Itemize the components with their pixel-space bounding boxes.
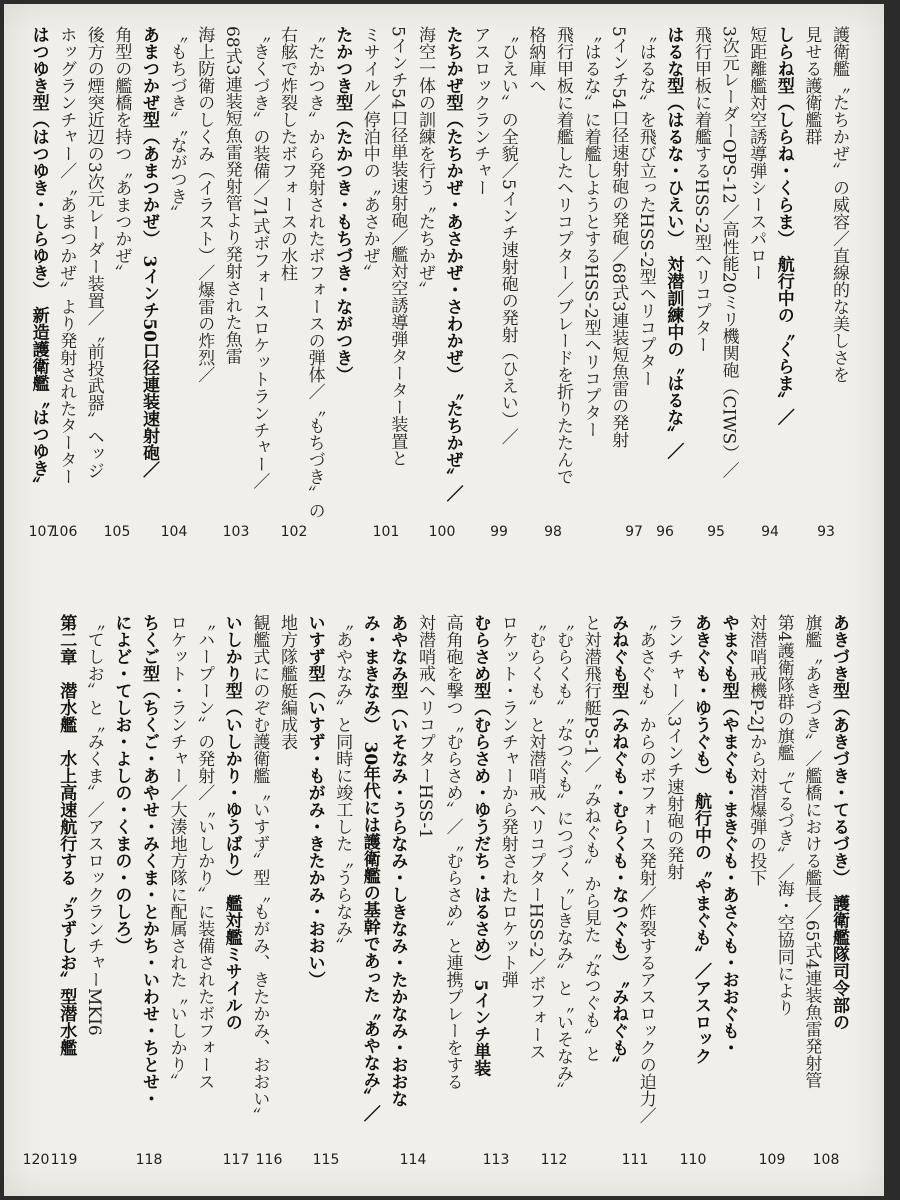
contents-entry: あまつかぜ型（あまつかぜ） 3インチ50口径連装速射砲／ [139, 26, 159, 478]
contents-entry: ロケット・ランチャー／大湊地方隊に配属された〝いしかり〟 [166, 614, 187, 1090]
contents-entry: 右舷で炸裂したボフォースの水柱 [277, 26, 297, 281]
page-number: 117 [222, 1152, 250, 1168]
contents-entry: 〝ひえい〟の全貌／5インチ速射砲の発射（ひえい）／ [497, 26, 518, 445]
contents-entry: 3次元レーダーOPS-12／高性能20ミリ機関砲（CIWS）／ [718, 26, 739, 479]
contents-entry: ロケット・ランチャーから発射されたロケット弾 [497, 614, 518, 988]
contents-entry: 海上防衛のしくみ（イラスト）／爆雷の炸烈／ [194, 26, 215, 383]
contents-entry: 対潜哨戒機P-2Jから対潜爆弾の投下 [746, 614, 767, 886]
page-number: 110 [679, 1152, 707, 1168]
contents-entry: ランチャー／3インチ速射砲の発射 [663, 614, 684, 880]
contents-entry: 〝はるな〟を飛び立ったHSS-2型ヘリコプター [635, 26, 656, 388]
page-number: 98 [544, 524, 562, 540]
contents-entry: やまぐも型（やまぐも・まきぐも・あさぐも・おおぐも・ [718, 614, 739, 1056]
contents-entry: 5インチ54口径速射砲の発砲／68式3連装短魚雷の発射 [608, 26, 629, 448]
contents-entry: たかつき型（たかつき・もちづき・ながつき） [332, 26, 353, 383]
contents-entry: 見せる護衛艦群 [801, 26, 822, 145]
contents-entry: 格納庫へ [525, 26, 546, 94]
page-number: 111 [621, 1152, 649, 1168]
page-number: 102 [280, 524, 308, 540]
page-number: 119 [50, 1152, 78, 1168]
contents-entry: ちくご型（ちくご・あやせ・みくま・とかち・いわせ・ちとせ・ [139, 614, 159, 1107]
contents-bottom-half [14, 614, 874, 1174]
page-number: 109 [758, 1152, 786, 1168]
contents-entry: 〝あやなみ〟と同時に竣工した〝うらなみ〟 [332, 614, 353, 954]
page-number: 115 [312, 1152, 340, 1168]
contents-entry: 68式3連装短魚雷発射管より発射された魚雷 [221, 26, 242, 365]
contents-entry: 〝ハープーン〟の発射／〝いしかり〟に装備されたボフォース [194, 614, 215, 1090]
contents-entry: あやなみ型（いそなみ・うらなみ・しきなみ・たかなみ・おおな [387, 614, 408, 1107]
contents-entry: 角型の艦橋を持つ〝あまつかぜ〟 [111, 26, 132, 281]
contents-entry: いすず型（いすず・もがみ・きたかみ・おおい） [304, 614, 325, 988]
contents-entry: 飛行甲板に着艦するHSS-2型ヘリコプター [691, 26, 711, 354]
page-number: 118 [135, 1152, 163, 1168]
page-number: 95 [707, 524, 725, 540]
contents-entry: 旗艦〝あきづき〟／艦橋における艦長／65式4連装魚雷発射管 [801, 614, 822, 1089]
page-number: 99 [490, 524, 508, 540]
contents-entry: 5インチ54口径単装速射砲／艦対空誘導弾ターター装置と [387, 26, 408, 467]
page-number: 114 [399, 1152, 427, 1168]
contents-entry: ミサイル／停泊中の〝あさかぜ〟 [359, 26, 380, 281]
page-number: 105 [103, 524, 131, 540]
page-number: 104 [160, 524, 188, 540]
contents-entry: 高角砲を撃つ〝むらさめ〟／〝むらさめ〟と連携プレーをする [442, 614, 463, 1090]
contents-entry: むらさめ型（むらさめ・ゆうだち・はるさめ） 5インチ単装 [470, 614, 491, 1077]
page-number: 94 [761, 524, 779, 540]
page-number: 97 [625, 524, 643, 540]
contents-entry: 〝きくづき〟の装備／71式ボフォースロケットランチャー／ [249, 26, 270, 490]
contents-top-half [14, 26, 874, 546]
contents-entry: 対潜哨戒ヘリコプターHSS-1 [415, 614, 435, 840]
page-number: 101 [372, 524, 400, 540]
contents-entry: 地方隊艦艇編成表 [277, 614, 297, 750]
contents-entry: 第二章 潜水艦 水上高速航行する〝うずしお〟型潜水艦 [56, 614, 77, 1056]
page-number: 106 [50, 524, 78, 540]
page-number: 120 [22, 1152, 50, 1168]
page-number: 100 [428, 524, 456, 540]
page-number: 107 [28, 524, 56, 540]
contents-entry: と対潜飛行艇PS-1／〝みねぐも〟から見た〝なつぐも〟と [580, 614, 601, 1063]
contents-entry: アスロックランチャー [470, 26, 491, 196]
contents-entry: 〝たかつき〟から発射されたボフォースの弾体／〝もちづき〟の [304, 26, 325, 519]
contents-entry: みねぐも型（みねぐも・むらくも・なつぐも） 〝みねぐも〟 [608, 614, 629, 1073]
book-page [4, 4, 884, 1196]
page-number: 108 [812, 1152, 840, 1168]
contents-entry: はつゆき型（はつゆき・しらゆき） 新造護衛艦〝はつゆき〟 [28, 26, 49, 494]
contents-entry: 〝むらくも〟と対潜哨戒ヘリコプターHSS-2／ボフォース [525, 614, 546, 1061]
page-number: 112 [540, 1152, 568, 1168]
contents-entry: 〝むらくも〟〝なつぐも〟につづく〝しきなみ〟と〝いそなみ〟 [553, 614, 573, 1099]
contents-entry: 飛行甲板に着艦したヘリコプター／ブレードを折りたたんで [553, 26, 573, 485]
contents-entry: 短距離艦対空誘導弾シースパロー [746, 26, 767, 281]
contents-entry: 〝もちづき〟〝ながつき〟 [166, 26, 187, 222]
contents-entry: ホッグランチャー／〝あまつかぜ〟より発射されたターター [56, 26, 77, 485]
page-number: 93 [817, 524, 835, 540]
page-number: 116 [255, 1152, 283, 1168]
contents-entry: あきぐも・ゆうぐも） 航行中の〝やまぐも〟／アスロック [691, 614, 711, 1065]
contents-entry: 〝はるな〟に着艦しようとするHSS-2型ヘリコプター [580, 26, 601, 439]
contents-entry: 後方の煙突近辺の3次元レーダー装置／〝前投武器〟ヘッジ [83, 26, 104, 479]
contents-entry: いしかり型（いしかり・ゆうばり） 艦対艦ミサイルの [221, 614, 242, 1031]
contents-entry: たちかぜ型（たちかぜ・あさかぜ・さわかぜ） 〝たちかぜ〟／ [442, 26, 463, 502]
page-number: 113 [482, 1152, 510, 1168]
contents-entry: 観艦式にのぞむ護衛艦〝いすず〟型〝もがみ、きたかみ、おおい〟 [249, 614, 270, 1124]
contents-entry: 〝てしお〟と〝みくま〟／アスロックランチャーMKI6 [83, 614, 104, 1036]
contents-entry: しらね型（しらね・くらま） 航行中の〝くらま〟／ [773, 26, 794, 426]
contents-entry: 海空一体の訓練を行う〝たちかぜ〟 [415, 26, 435, 298]
contents-entry: あきづき型（あきづき・てるづき） 護衛艦隊司令部の [829, 614, 849, 1031]
page-number: 103 [222, 524, 250, 540]
contents-entry: 〝あさぐも〟からのボフォース発射／炸裂するアスロックの迫力／ [635, 614, 656, 1124]
contents-entry: み・まきなみ） 30年代には護衛艦の基幹であった〝あやなみ〟／ [359, 614, 380, 1123]
contents-entry: によど・てしお・よしの・くまの・のしろ） [111, 614, 132, 954]
page-number: 96 [656, 524, 674, 540]
contents-entry: 護衛艦〝たちかぜ〟の威容／直線的な美しさを [829, 26, 849, 383]
contents-entry: 第4護衛隊群の旗艦〝てるづき〟／海・空協同により [773, 614, 794, 1016]
contents-entry: はるな型（はるな・ひえい） 対潜訓練中の〝はるな〟／ [663, 26, 684, 460]
